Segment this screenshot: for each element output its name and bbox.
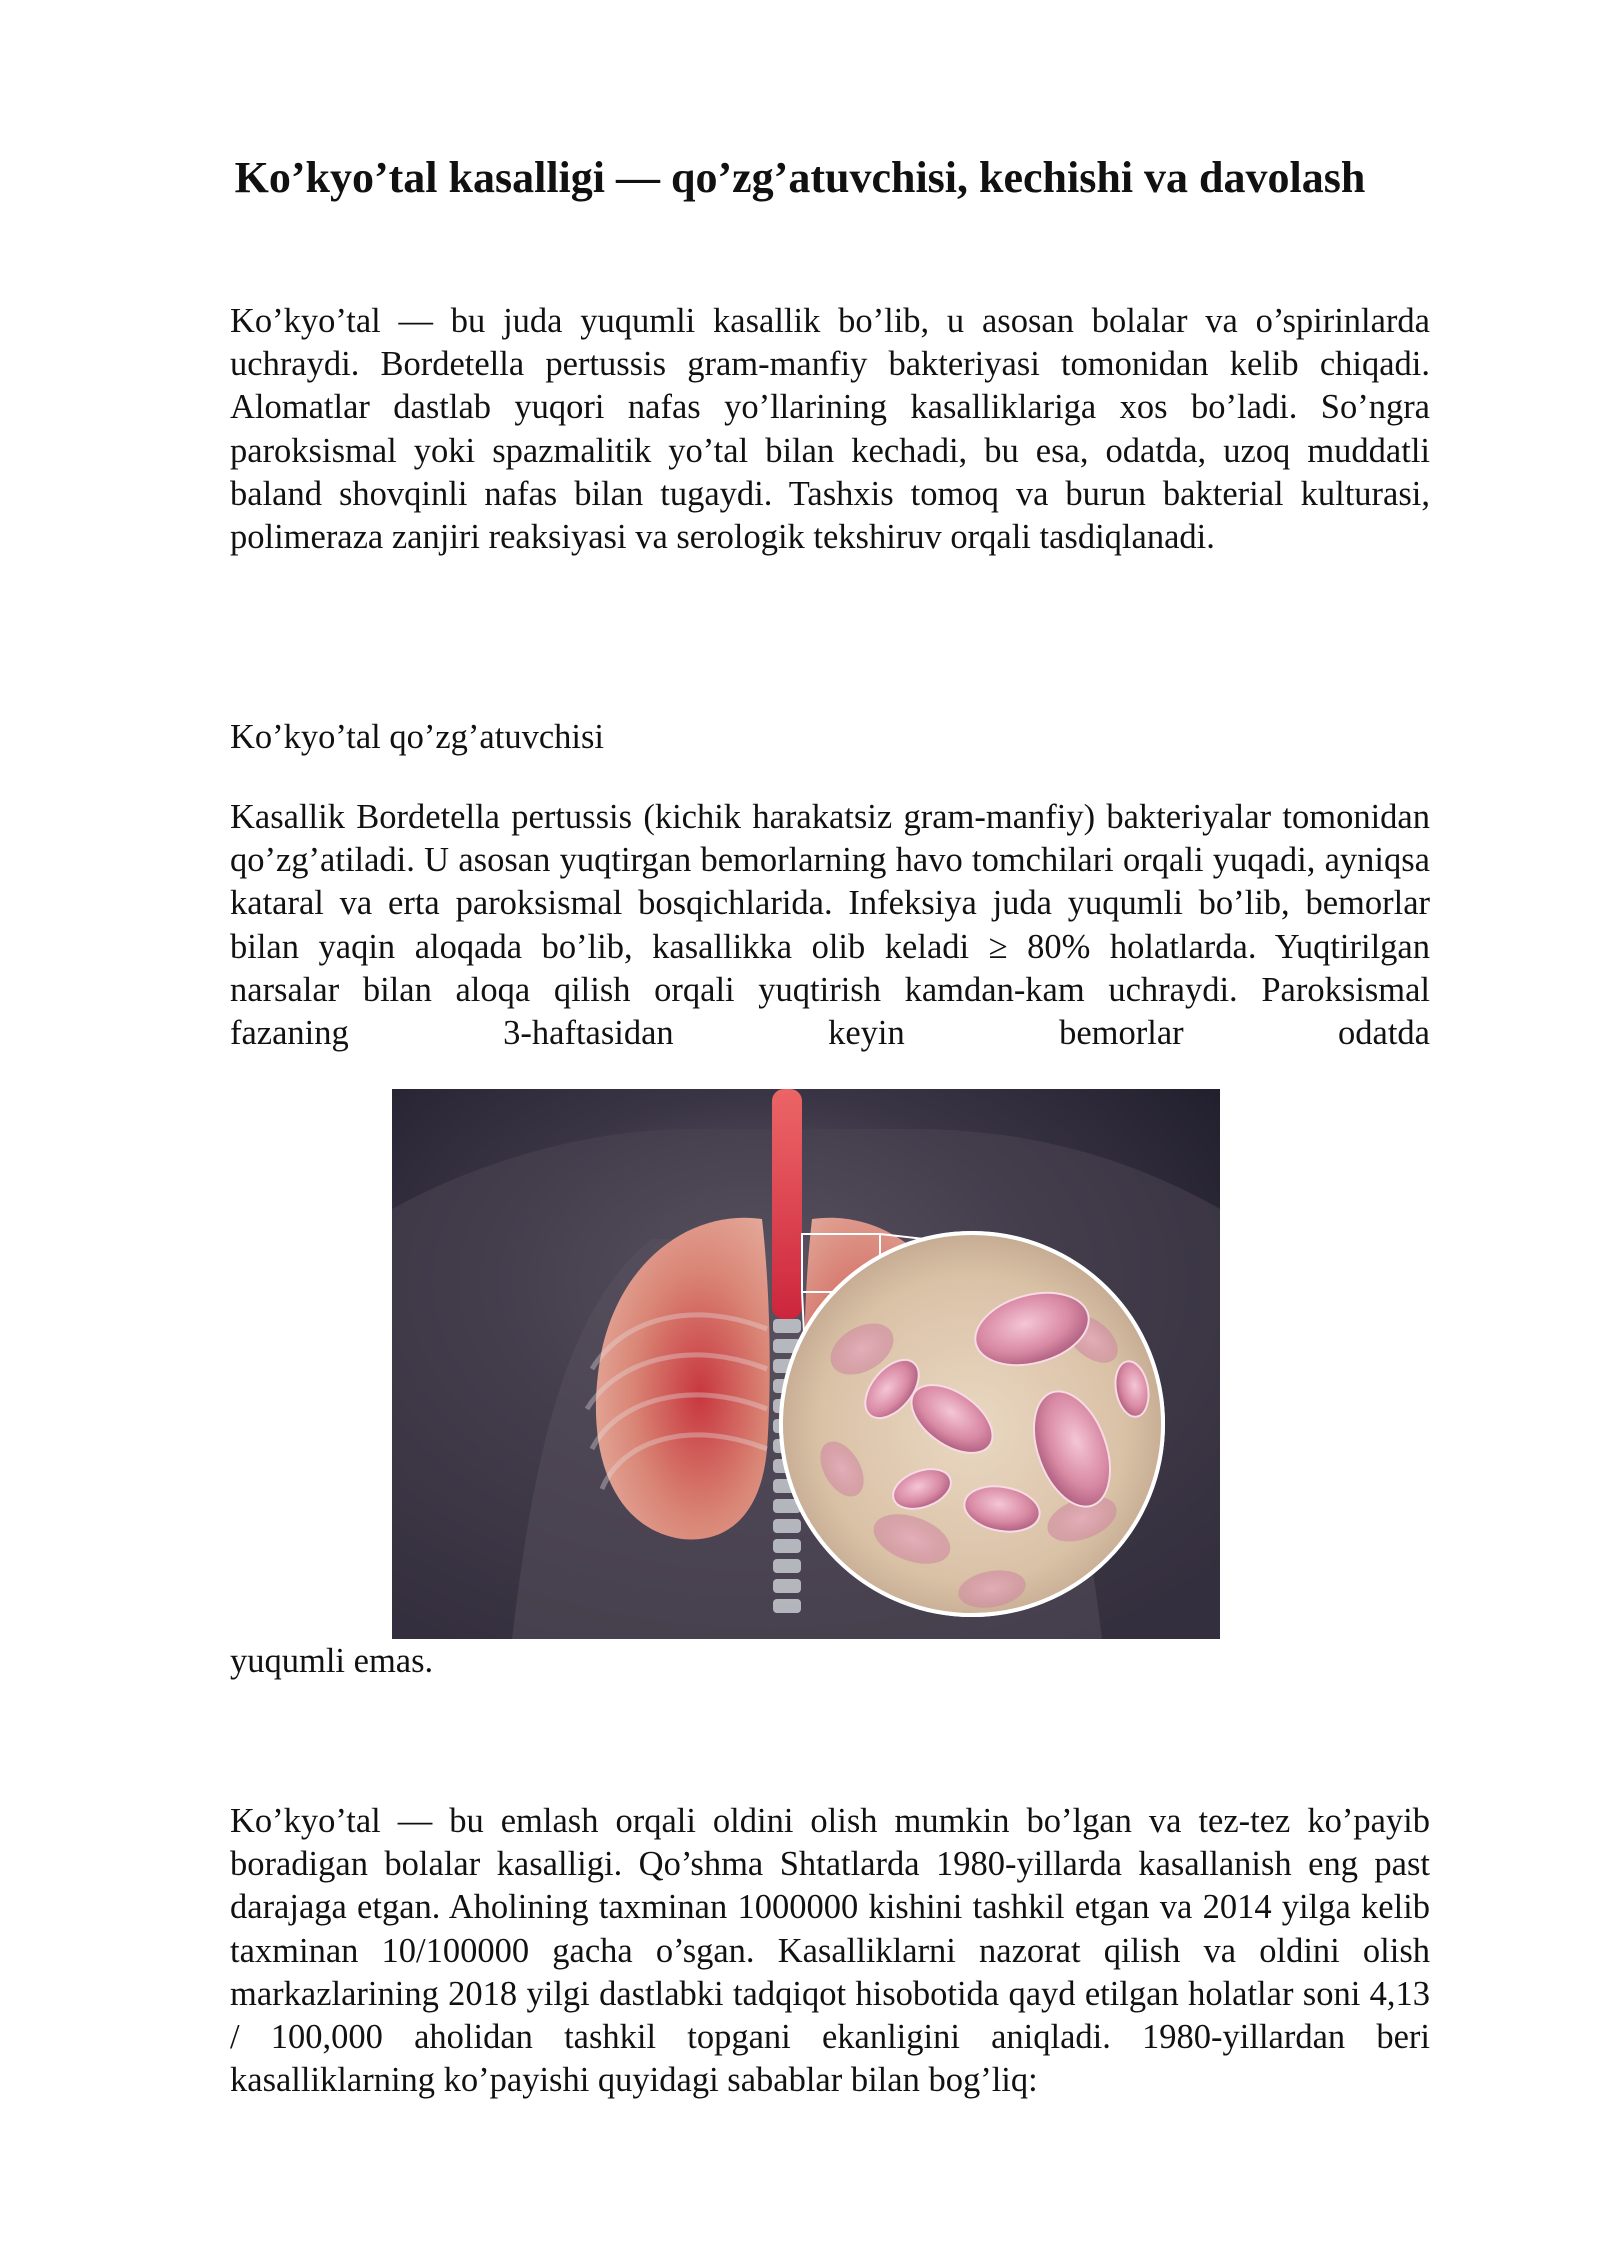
epidemiology-paragraph: Ko’kyo’tal — bu emlash orqali oldini olish mumkin bo’lgan va tez-tez ko’payib boradigan bolalar kasalligi. Qo’shma Shtatlarda 1980-yillarda kasallanish eng past darajaga etgan. Aholining taxminan 1000000 kishini tashkil etgan va 2014 yilga kelib taxminan 10/100000 gacha o’sgan. Kasalliklarni nazorat qilish va oldini olish markazlarining 2018 yilgi dastlabki tadqiqot hisobotida qayd etilgan holatlar soni 4,13 / 100,000 aholidan tashkil topgani ekanligini aniqladi. 1980-yillardan beri kasalliklarning ko’payishi quyidagi sabablar bilan bog’liq: [230, 1802, 1430, 2100]
document-title: Ko’kyo’tal kasalligi — qo’zg’atuvchisi, kechishi va davolash [234, 153, 1366, 202]
pathogen-paragraph-tail: yuqumli emas. [230, 1642, 434, 1680]
pathogen-paragraph: Kasallik Bordetella pertussis (kichik harakatsiz gram-manfiy) bakteriyalar tomonidan qo’zg’atiladi. U asosan yuqtirgan bemorlarning havo tomchilari orqali yuqadi, ayniqsa kataral va erta paroksismal bosqichlarida. Infeksiya juda yuqumli bo’lib, bemorlar bilan yaqin aloqada bo’lib, kasallikka olib keladi ≥ 80% holatlarda. Yuqtirilgan narsalar bilan aloqa qilish orqali yuqtirish kamdan-kam uchraydi. Paroksismal fazaning 3-haftasidan keyin bemorlar odatda [230, 798, 1430, 1053]
intro-paragraph: Ko’kyo’tal — bu juda yuqumli kasallik bo’lib, u asosan bolalar va o’spirinlarda uchraydi. Bordetella pertussis gram-manfiy bakteriyasi tomonidan kelib chiqadi. Alomatlar dastlab yuqori nafas yo’llarining kasalliklariga xos bo’ladi. So’ngra paroksismal yoki spazmalitik yo’tal bilan kechadi, bu esa, odatda, uzoq muddatli baland shovqinli nafas bilan tugaydi. Tashxis tomoq va burun bakterial kulturasi, polimeraza zanjiri reaksiyasi va serologik tekshiruv orqali tasdiqlanadi. [230, 302, 1430, 557]
section-heading: Ko’kyo’tal qo’zg’atuvchisi [230, 718, 604, 756]
lungs-bacteria-illustration [392, 1089, 1220, 1639]
